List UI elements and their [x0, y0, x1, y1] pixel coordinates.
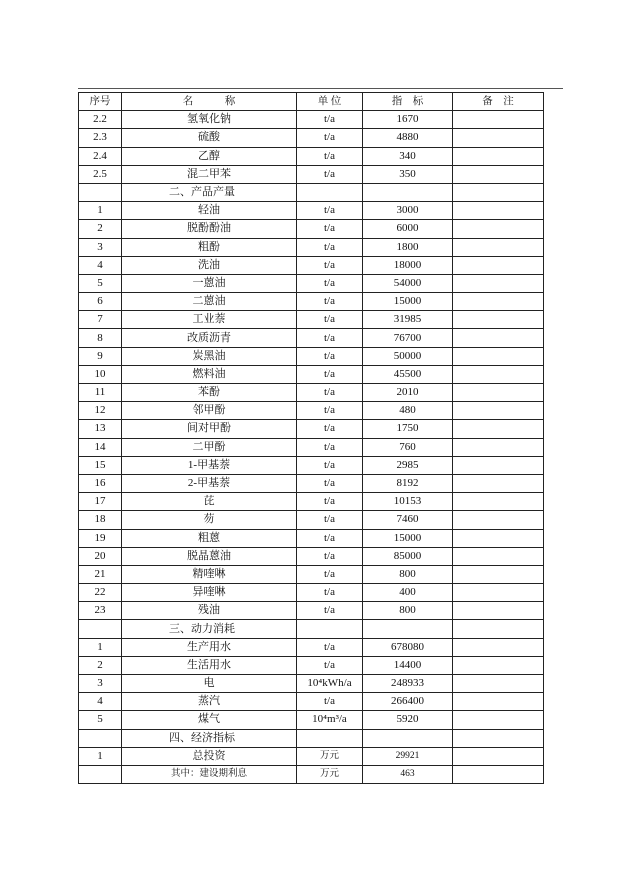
- cell-remark: [453, 147, 544, 165]
- table-body: [79, 111, 544, 784]
- cell-name: 二蒽油: [122, 293, 297, 311]
- cell-value: 2985: [363, 456, 453, 474]
- cell-remark: [453, 474, 544, 492]
- cell-unit: t/a: [297, 656, 363, 674]
- table-row: [79, 329, 544, 347]
- table-row: [79, 274, 544, 292]
- cell-seq: 2.2: [79, 111, 122, 129]
- cell-name: 工业萘: [122, 311, 297, 329]
- cell-seq: 12: [79, 402, 122, 420]
- cell-value: 1750: [363, 420, 453, 438]
- cell-seq: 2: [79, 656, 122, 674]
- cell-name: 轻油: [122, 202, 297, 220]
- section-row: [79, 183, 544, 201]
- cell-unit: t/a: [297, 147, 363, 165]
- cell-value: 15000: [363, 293, 453, 311]
- cell-name: 2-甲基萘: [122, 474, 297, 492]
- cell-seq: 13: [79, 420, 122, 438]
- table-row: [79, 511, 544, 529]
- cell-name: 电: [122, 675, 297, 693]
- cell-remark: [453, 711, 544, 729]
- cell-remark: [453, 365, 544, 383]
- table-row: [79, 765, 544, 783]
- table-row: [79, 529, 544, 547]
- cell-name: 燃料油: [122, 365, 297, 383]
- cell-name: 间对甲酚: [122, 420, 297, 438]
- cell-value: 29921: [363, 747, 453, 765]
- cell-unit: t/a: [297, 638, 363, 656]
- table-row: [79, 438, 544, 456]
- cell-name: 改质沥青: [122, 329, 297, 347]
- table-row: [79, 456, 544, 474]
- cell-value: 10153: [363, 493, 453, 511]
- cell-unit: t/a: [297, 493, 363, 511]
- cell-remark: [453, 220, 544, 238]
- table-row: [79, 347, 544, 365]
- cell-remark: [453, 256, 544, 274]
- cell-remark: [453, 675, 544, 693]
- cell-remark: [453, 202, 544, 220]
- cell-value: 350: [363, 165, 453, 183]
- cell-remark: [453, 584, 544, 602]
- table-row: [79, 111, 544, 129]
- cell-seq: 2.4: [79, 147, 122, 165]
- cell-value: 480: [363, 402, 453, 420]
- cell-value: 15000: [363, 529, 453, 547]
- cell-name: 脱酚酚油: [122, 220, 297, 238]
- cell-unit: t/a: [297, 474, 363, 492]
- cell-value: 760: [363, 438, 453, 456]
- cell-value: 266400: [363, 693, 453, 711]
- cell-value: 5920: [363, 711, 453, 729]
- cell-unit: t/a: [297, 202, 363, 220]
- cell-remark: [453, 293, 544, 311]
- section-heading: 二、产品产量: [122, 183, 297, 201]
- cell-value: 248933: [363, 675, 453, 693]
- table-row: [79, 165, 544, 183]
- cell-value: 400: [363, 584, 453, 602]
- cell-name: 邻甲酚: [122, 402, 297, 420]
- top-rule: [78, 88, 563, 89]
- cell-value: [363, 620, 453, 638]
- header-unit: 单 位: [297, 93, 363, 111]
- cell-name: 异喹啉: [122, 584, 297, 602]
- cell-value: 14400: [363, 656, 453, 674]
- cell-name: 煤气: [122, 711, 297, 729]
- cell-remark: [453, 729, 544, 747]
- table-row: [79, 238, 544, 256]
- cell-name: 苯酚: [122, 384, 297, 402]
- cell-name: 粗蒽: [122, 529, 297, 547]
- cell-name: 二甲酚: [122, 438, 297, 456]
- cell-remark: [453, 438, 544, 456]
- table-row: [79, 711, 544, 729]
- cell-value: 678080: [363, 638, 453, 656]
- cell-value: 54000: [363, 274, 453, 292]
- cell-seq: 4: [79, 256, 122, 274]
- table-row: [79, 547, 544, 565]
- cell-seq: 1: [79, 202, 122, 220]
- cell-value: 31985: [363, 311, 453, 329]
- cell-name: 芴: [122, 511, 297, 529]
- cell-unit: t/a: [297, 129, 363, 147]
- cell-unit: t/a: [297, 456, 363, 474]
- cell-remark: [453, 493, 544, 511]
- cell-value: 340: [363, 147, 453, 165]
- cell-remark: [453, 274, 544, 292]
- cell-seq: 7: [79, 311, 122, 329]
- cell-unit: 万元: [297, 747, 363, 765]
- cell-unit: t/a: [297, 402, 363, 420]
- table-row: [79, 747, 544, 765]
- cell-name: 混二甲苯: [122, 165, 297, 183]
- table-row: [79, 656, 544, 674]
- cell-remark: [453, 602, 544, 620]
- cell-unit: [297, 183, 363, 201]
- cell-seq: 23: [79, 602, 122, 620]
- cell-remark: [453, 384, 544, 402]
- cell-name: 乙醇: [122, 147, 297, 165]
- cell-name: 芘: [122, 493, 297, 511]
- cell-value: 800: [363, 602, 453, 620]
- section-heading: 四、经济指标: [122, 729, 297, 747]
- cell-value: 45500: [363, 365, 453, 383]
- cell-unit: t/a: [297, 111, 363, 129]
- cell-seq: 2.5: [79, 165, 122, 183]
- cell-value: 18000: [363, 256, 453, 274]
- table-row: [79, 129, 544, 147]
- cell-name: 一蒽油: [122, 274, 297, 292]
- cell-seq: 1: [79, 638, 122, 656]
- cell-name: 洗油: [122, 256, 297, 274]
- table-row: [79, 474, 544, 492]
- cell-name: 蒸汽: [122, 693, 297, 711]
- cell-value: 463: [363, 765, 453, 783]
- cell-name: 1-甲基萘: [122, 456, 297, 474]
- header-remark: 备 注: [453, 93, 544, 111]
- cell-seq: 15: [79, 456, 122, 474]
- cell-unit: t/a: [297, 165, 363, 183]
- cell-seq: 21: [79, 565, 122, 583]
- cell-seq: 10: [79, 365, 122, 383]
- cell-unit: t/a: [297, 511, 363, 529]
- cell-remark: [453, 656, 544, 674]
- cell-value: 50000: [363, 347, 453, 365]
- cell-seq: 5: [79, 711, 122, 729]
- cell-value: 1800: [363, 238, 453, 256]
- cell-name: 精喹啉: [122, 565, 297, 583]
- table-row: [79, 420, 544, 438]
- cell-value: [363, 183, 453, 201]
- cell-name: 残油: [122, 602, 297, 620]
- cell-remark: [453, 693, 544, 711]
- table-row: [79, 202, 544, 220]
- cell-value: 76700: [363, 329, 453, 347]
- cell-value: 6000: [363, 220, 453, 238]
- cell-unit: t/a: [297, 584, 363, 602]
- table-row: [79, 493, 544, 511]
- cell-unit: 10⁴m³/a: [297, 711, 363, 729]
- cell-value: 8192: [363, 474, 453, 492]
- cell-seq: [79, 765, 122, 783]
- cell-seq: 1: [79, 747, 122, 765]
- cell-unit: t/a: [297, 329, 363, 347]
- cell-value: 2010: [363, 384, 453, 402]
- table-row: [79, 638, 544, 656]
- cell-value: 7460: [363, 511, 453, 529]
- cell-unit: [297, 729, 363, 747]
- cell-seq: 3: [79, 675, 122, 693]
- cell-unit: t/a: [297, 220, 363, 238]
- cell-unit: t/a: [297, 347, 363, 365]
- cell-remark: [453, 765, 544, 783]
- cell-name: 粗酚: [122, 238, 297, 256]
- header-name: 名 称: [122, 93, 297, 111]
- cell-seq: 6: [79, 293, 122, 311]
- cell-value: 800: [363, 565, 453, 583]
- table-row: [79, 384, 544, 402]
- cell-seq: 17: [79, 493, 122, 511]
- cell-remark: [453, 547, 544, 565]
- table-row: [79, 584, 544, 602]
- cell-value: [363, 729, 453, 747]
- header-seq: 序号: [79, 93, 122, 111]
- cell-name: 硫酸: [122, 129, 297, 147]
- cell-remark: [453, 529, 544, 547]
- table-row: [79, 256, 544, 274]
- cell-seq: 3: [79, 238, 122, 256]
- cell-unit: t/a: [297, 256, 363, 274]
- cell-remark: [453, 747, 544, 765]
- cell-seq: 14: [79, 438, 122, 456]
- cell-unit: 万元: [297, 765, 363, 783]
- cell-value: 1670: [363, 111, 453, 129]
- cell-remark: [453, 183, 544, 201]
- cell-remark: [453, 420, 544, 438]
- cell-unit: t/a: [297, 311, 363, 329]
- header-value: 指 标: [363, 93, 453, 111]
- cell-unit: t/a: [297, 602, 363, 620]
- cell-value: 4880: [363, 129, 453, 147]
- spec-table: [78, 92, 544, 784]
- cell-seq: 8: [79, 329, 122, 347]
- table-row: [79, 220, 544, 238]
- cell-value: 3000: [363, 202, 453, 220]
- cell-remark: [453, 620, 544, 638]
- cell-unit: t/a: [297, 693, 363, 711]
- cell-remark: [453, 456, 544, 474]
- table-row: [79, 365, 544, 383]
- section-row: [79, 729, 544, 747]
- cell-name: 脱晶蒽油: [122, 547, 297, 565]
- cell-remark: [453, 638, 544, 656]
- cell-remark: [453, 565, 544, 583]
- cell-unit: t/a: [297, 293, 363, 311]
- cell-seq: [79, 729, 122, 747]
- cell-seq: [79, 620, 122, 638]
- cell-remark: [453, 347, 544, 365]
- cell-seq: 19: [79, 529, 122, 547]
- cell-unit: t/a: [297, 420, 363, 438]
- cell-seq: 5: [79, 274, 122, 292]
- cell-unit: t/a: [297, 565, 363, 583]
- cell-seq: [79, 183, 122, 201]
- cell-remark: [453, 311, 544, 329]
- cell-unit: [297, 620, 363, 638]
- section-heading: 三、动力消耗: [122, 620, 297, 638]
- cell-unit: t/a: [297, 274, 363, 292]
- table-row: [79, 675, 544, 693]
- cell-seq: 2.3: [79, 129, 122, 147]
- table-row: [79, 311, 544, 329]
- cell-remark: [453, 129, 544, 147]
- cell-unit: t/a: [297, 438, 363, 456]
- cell-value: 85000: [363, 547, 453, 565]
- cell-seq: 4: [79, 693, 122, 711]
- cell-seq: 16: [79, 474, 122, 492]
- cell-seq: 18: [79, 511, 122, 529]
- cell-remark: [453, 238, 544, 256]
- cell-unit: t/a: [297, 238, 363, 256]
- cell-seq: 11: [79, 384, 122, 402]
- table-row: [79, 693, 544, 711]
- table-row: [79, 602, 544, 620]
- cell-remark: [453, 165, 544, 183]
- table-row: [79, 293, 544, 311]
- cell-unit: t/a: [297, 365, 363, 383]
- cell-seq: 2: [79, 220, 122, 238]
- cell-name: 生产用水: [122, 638, 297, 656]
- cell-seq: 9: [79, 347, 122, 365]
- cell-remark: [453, 402, 544, 420]
- header-row: [79, 93, 544, 111]
- cell-name: 氢氧化钠: [122, 111, 297, 129]
- cell-unit: 10⁴kWh/a: [297, 675, 363, 693]
- cell-remark: [453, 111, 544, 129]
- table-row: [79, 565, 544, 583]
- cell-name: 总投资: [122, 747, 297, 765]
- cell-name: 生活用水: [122, 656, 297, 674]
- cell-unit: t/a: [297, 384, 363, 402]
- cell-seq: 20: [79, 547, 122, 565]
- cell-seq: 22: [79, 584, 122, 602]
- cell-remark: [453, 511, 544, 529]
- table-row: [79, 402, 544, 420]
- table-row: [79, 147, 544, 165]
- section-row: [79, 620, 544, 638]
- cell-remark: [453, 329, 544, 347]
- cell-unit: t/a: [297, 547, 363, 565]
- cell-unit: t/a: [297, 529, 363, 547]
- cell-name: 炭黑油: [122, 347, 297, 365]
- cell-name: 其中：建设期利息: [122, 765, 297, 783]
